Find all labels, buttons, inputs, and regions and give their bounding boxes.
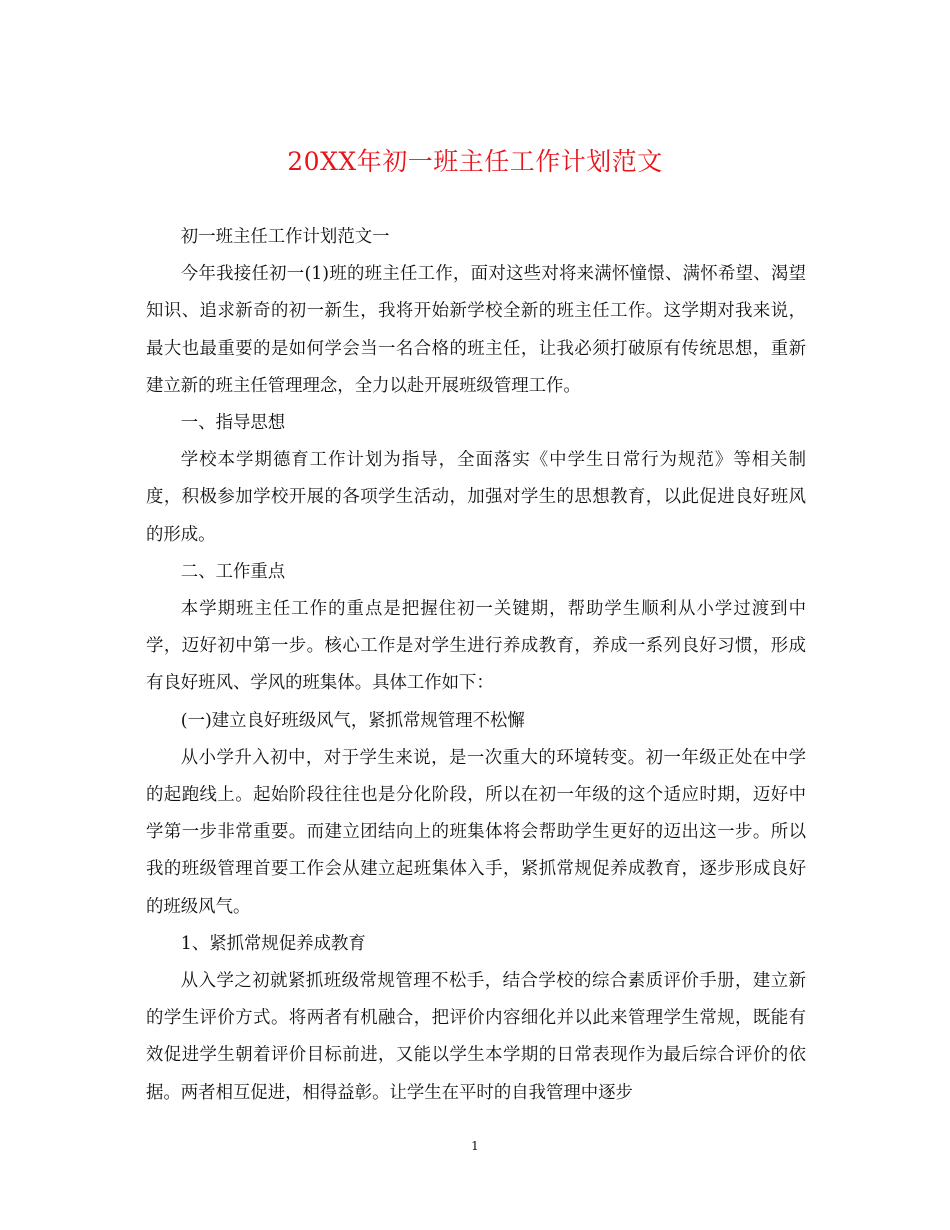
subsection-heading: 1、紧抓常规促养成教育 <box>180 933 366 954</box>
paragraph: 从入学之初就紧抓班级常规管理不松手，结合学校的综合素质评价手册，建立新的学生评价方式。将两者有机融合，把评价内容细化并以此来管理学生常规，既能有效促进学生朝着评价目标前进，又能以学生本学期的日常表现作为最后综合评价的依据。两者相互促进，相得益彰。让学生在平时的自我管理中逐步 <box>146 971 806 1103</box>
subsection-heading: (一)建立良好班级风气，紧抓常规管理不松懈 <box>180 710 525 731</box>
document-body <box>146 219 806 1112</box>
section-heading: 二、工作重点 <box>180 561 286 582</box>
paragraph: 本学期班主任工作的重点是把握住初一关键期，帮助学生顺利从小学过渡到中学，迈好初中第一步。核心工作是对学生进行养成教育，养成一系列良好习惯，形成有良好班风、学风的班集体。具体工作如下： <box>146 599 806 694</box>
document-title: 20XX年初一班主任工作计划范文 <box>287 147 663 176</box>
section-heading: 一、指导思想 <box>180 413 286 434</box>
page-number: 1 <box>471 1139 479 1153</box>
paragraph: 今年我接任初一(1)班的班主任工作，面对这些对将来满怀憧憬、满怀希望、渴望知识、追求新奇的初一新生，我将开始新学校全新的班主任工作。这学期对我来说，最大也最重要的是如何学会当一名合格的班主任，让我必须打破原有传统思想，重新建立新的班主任管理理念，全力以赴开展班级管理工作。 <box>146 264 806 396</box>
paragraph: 学校本学期德育工作计划为指导，全面落实《中学生日常行为规范》等相关制度，积极参加学校开展的各项学生活动，加强对学生的思想教育，以此促进良好班风的形成。 <box>146 450 806 545</box>
section-heading: 初一班主任工作计划范文一 <box>180 227 390 247</box>
paragraph: 从小学升入初中，对于学生来说，是一次重大的环境转变。初一年级正处在中学的起跑线上。起始阶段往往也是分化阶段，所以在初一年级的这个适应时期，迈好中学第一步非常重要。而建立团结向上的班集体将会帮助学生更好的迈出这一步。所以我的班级管理首要工作会从建立起班集体入手，紧抓常规促养成教育，逐步形成良好的班级风气。 <box>146 747 806 917</box>
